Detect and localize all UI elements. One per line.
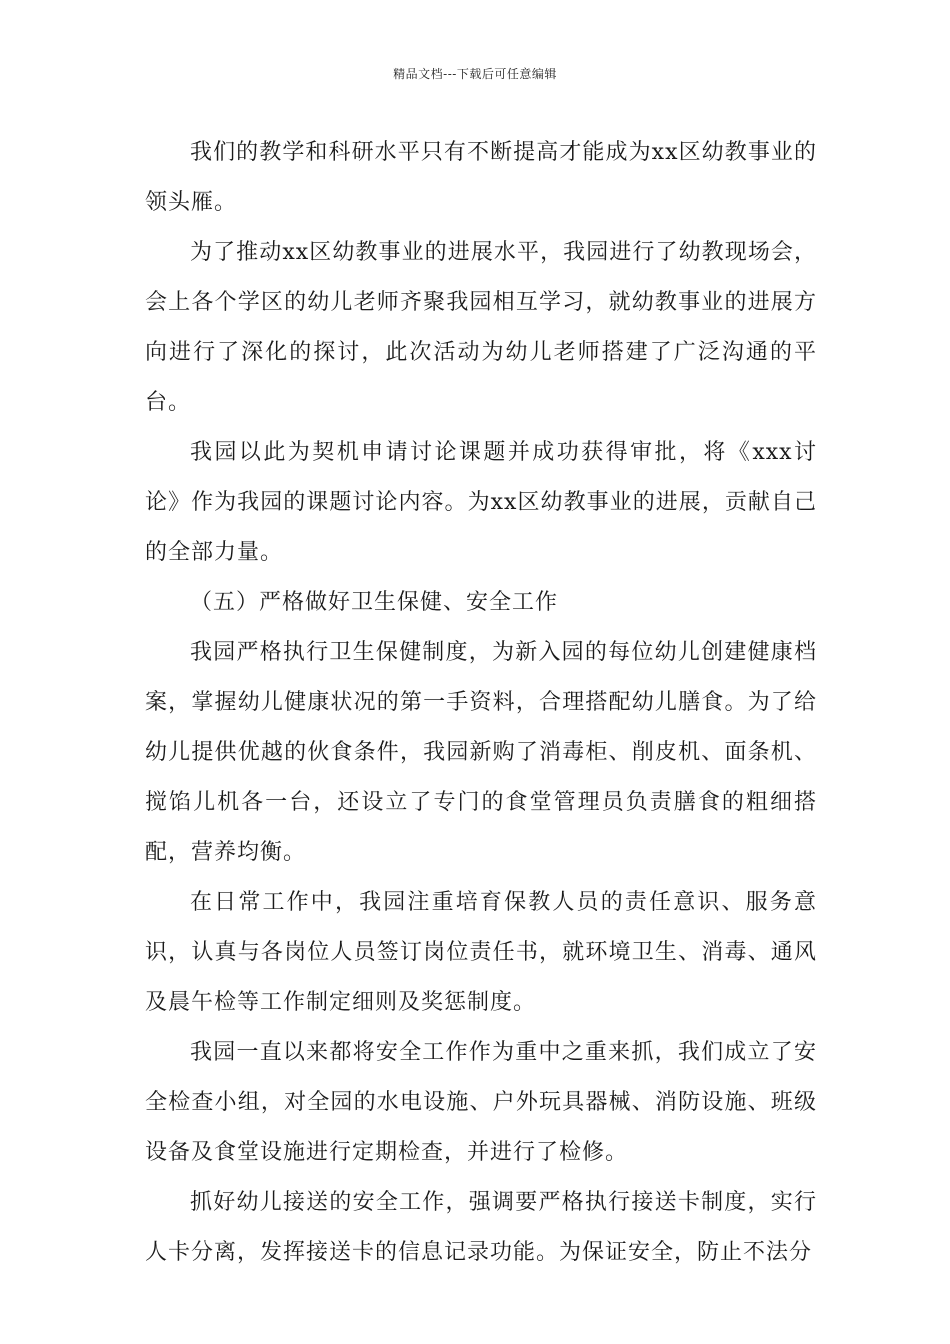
paragraph: 抓好幼儿接送的安全工作，强调要严格执行接送卡制度，实行人卡分离，发挥接送卡的信息记录功能。为保证安全，防止不法分: [145, 1190, 817, 1265]
paragraph: 我园一直以来都将安全工作作为重中之重来抓，我们成立了安全检查小组，对全园的水电设施、户外玩具器械、消防设施、班级设备及食堂设施进行定期检查，并进行了检修。: [145, 1040, 817, 1165]
section-heading: （五）严格做好卫生保健、安全工作: [190, 590, 559, 615]
paragraph: 为了推动xx区幼教事业的进展水平，我园进行了幼教现场会，会上各个学区的幼儿老师齐聚我园相互学习，就幼教事业的进展方向进行了深化的探讨，此次活动为幼儿老师搭建了广泛沟通的平台。: [145, 240, 817, 415]
paragraph: 我园严格执行卫生保健制度，为新入园的每位幼儿创建健康档案，掌握幼儿健康状况的第一手资料，合理搭配幼儿膳食。为了给幼儿提供优越的伙食条件，我园新购了消毒柜、削皮机、面条机、搅馅儿机各一台，还设立了专门的食堂管理员负责膳食的粗细搭配，营养均衡。: [145, 640, 817, 865]
page-header: 精品文档---下载后可任意编辑: [393, 67, 557, 81]
paragraph: 我园以此为契机申请讨论课题并成功获得审批，将《xxx讨论》作为我园的课题讨论内容。为xx区幼教事业的进展，贡献自己的全部力量。: [145, 440, 817, 565]
paragraph: 在日常工作中，我园注重培育保教人员的责任意识、服务意识，认真与各岗位人员签订岗位责任书，就环境卫生、消毒、通风及晨午检等工作制定细则及奖惩制度。: [145, 890, 817, 1015]
document-body: [145, 128, 817, 1278]
paragraph: 我们的教学和科研水平只有不断提高才能成为xx区幼教事业的领头雁。: [145, 140, 817, 215]
